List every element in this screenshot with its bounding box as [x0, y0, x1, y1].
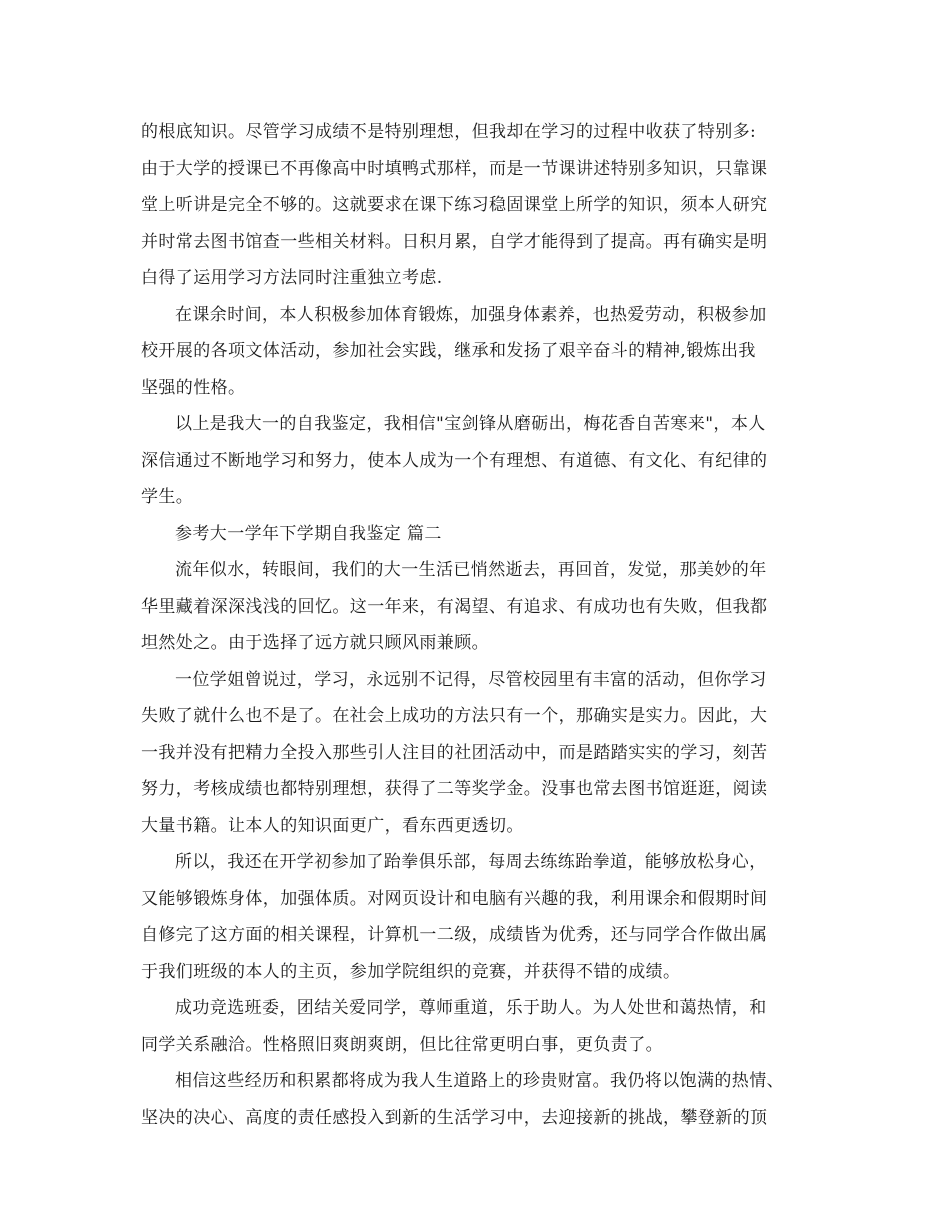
text-line: 学生。: [141, 487, 194, 507]
text-line: 参考大一学年下学期自我鉴定 篇二: [175, 523, 442, 544]
text-line: 同学关系融洽。性格照旧爽朗爽朗，但比往常更明白事，更负责了。: [141, 1034, 663, 1055]
text-line: 又能够锻炼身体，加强体质。对网页设计和电脑有兴趣的我，利用课余和假期时间: [141, 888, 768, 909]
text-line: 深信通过不断地学习和努力，使本人成为一个有理想、有道德、有文化、有纪律的: [141, 450, 768, 471]
text-line: 大量书籍。让本人的知识面更广，看东西更透切。: [141, 815, 524, 836]
text-line: 坦然处之。由于选择了远方就只顾风雨兼顾。: [141, 633, 489, 653]
text-line: 堂上听讲是完全不够的。这就要求在课下练习稳固课堂上所学的知识，须本人研究: [141, 195, 768, 215]
text-line: 以上是我大一的自我鉴定，我相信"宝剑锋从磨砺出，梅花香自苦寒来"，本人: [175, 414, 766, 434]
text-line: 华里藏着深深浅浅的回忆。这一年来，有渴望、有追求、有成功也有失败，但我都: [141, 596, 768, 617]
text-line: 坚强的性格。: [141, 377, 246, 398]
text-line: 于我们班级的本人的主页，参加学院组织的竞赛，并获得不错的成绩。: [141, 961, 681, 982]
text-line: 所以，我还在开学初参加了跆拳俱乐部，每周去练练跆拳道，能够放松身心，: [175, 852, 767, 872]
text-line: 相信这些经历和积累都将成为我人生道路上的珍贵财富。我仍将以饱满的热情、: [175, 1071, 784, 1091]
text-line: 校开展的各项文体活动，参加社会实践，继承和发扬了艰辛奋斗的精神,锻炼出我: [141, 341, 756, 361]
text-line: 努力，考核成绩也都特别理想，获得了二等奖学金。没事也常去图书馆逛逛，阅读: [141, 779, 768, 799]
text-line: 在课余时间，本人积极参加体育锻炼，加强身体素养，也热爱劳动，积极参加: [175, 304, 767, 325]
text-line: 的根底知识。尽管学习成绩不是特别理想，但我却在学习的过程中收获了特别多:: [141, 122, 757, 142]
text-line: 并时常去图书馆查一些相关材料。日积月累，自学才能得到了提高。再有确实是明: [141, 231, 768, 252]
text-line: 由于大学的授课已不再像高中时填鸭式那样，而是一节课讲述特别多知识，只靠课: [141, 158, 768, 179]
text-line: 白得了运用学习方法同时注重独立考虑.: [141, 268, 443, 288]
text-line: 自修完了这方面的相关课程，计算机一二级，成绩皆为优秀，还与同学合作做出属: [141, 925, 768, 945]
text-line: 流年似水，转眼间，我们的大一生活已悄然逝去，再回首，发觉，那美妙的年: [175, 560, 767, 580]
text-line: 坚决的决心、高度的责任感投入到新的生活学习中，去迎接新的挑战，攀登新的顶: [141, 1107, 768, 1128]
text-line: 成功竞选班委，团结关爱同学，尊师重道，乐于助人。为人处世和蔼热情，和: [175, 998, 767, 1018]
text-line: 一位学姐曾说过，学习，永远别不记得，尽管校园里有丰富的活动，但你学习: [175, 669, 767, 690]
text-line: 失败了就什么也不是了。在社会上成功的方法只有一个，那确实是实力。因此，大: [141, 706, 768, 726]
text-line: 一我并没有把精力全投入那些引人注目的社团活动中，而是踏踏实实的学习，刻苦: [141, 742, 768, 763]
body-text: [141, 114, 817, 1136]
